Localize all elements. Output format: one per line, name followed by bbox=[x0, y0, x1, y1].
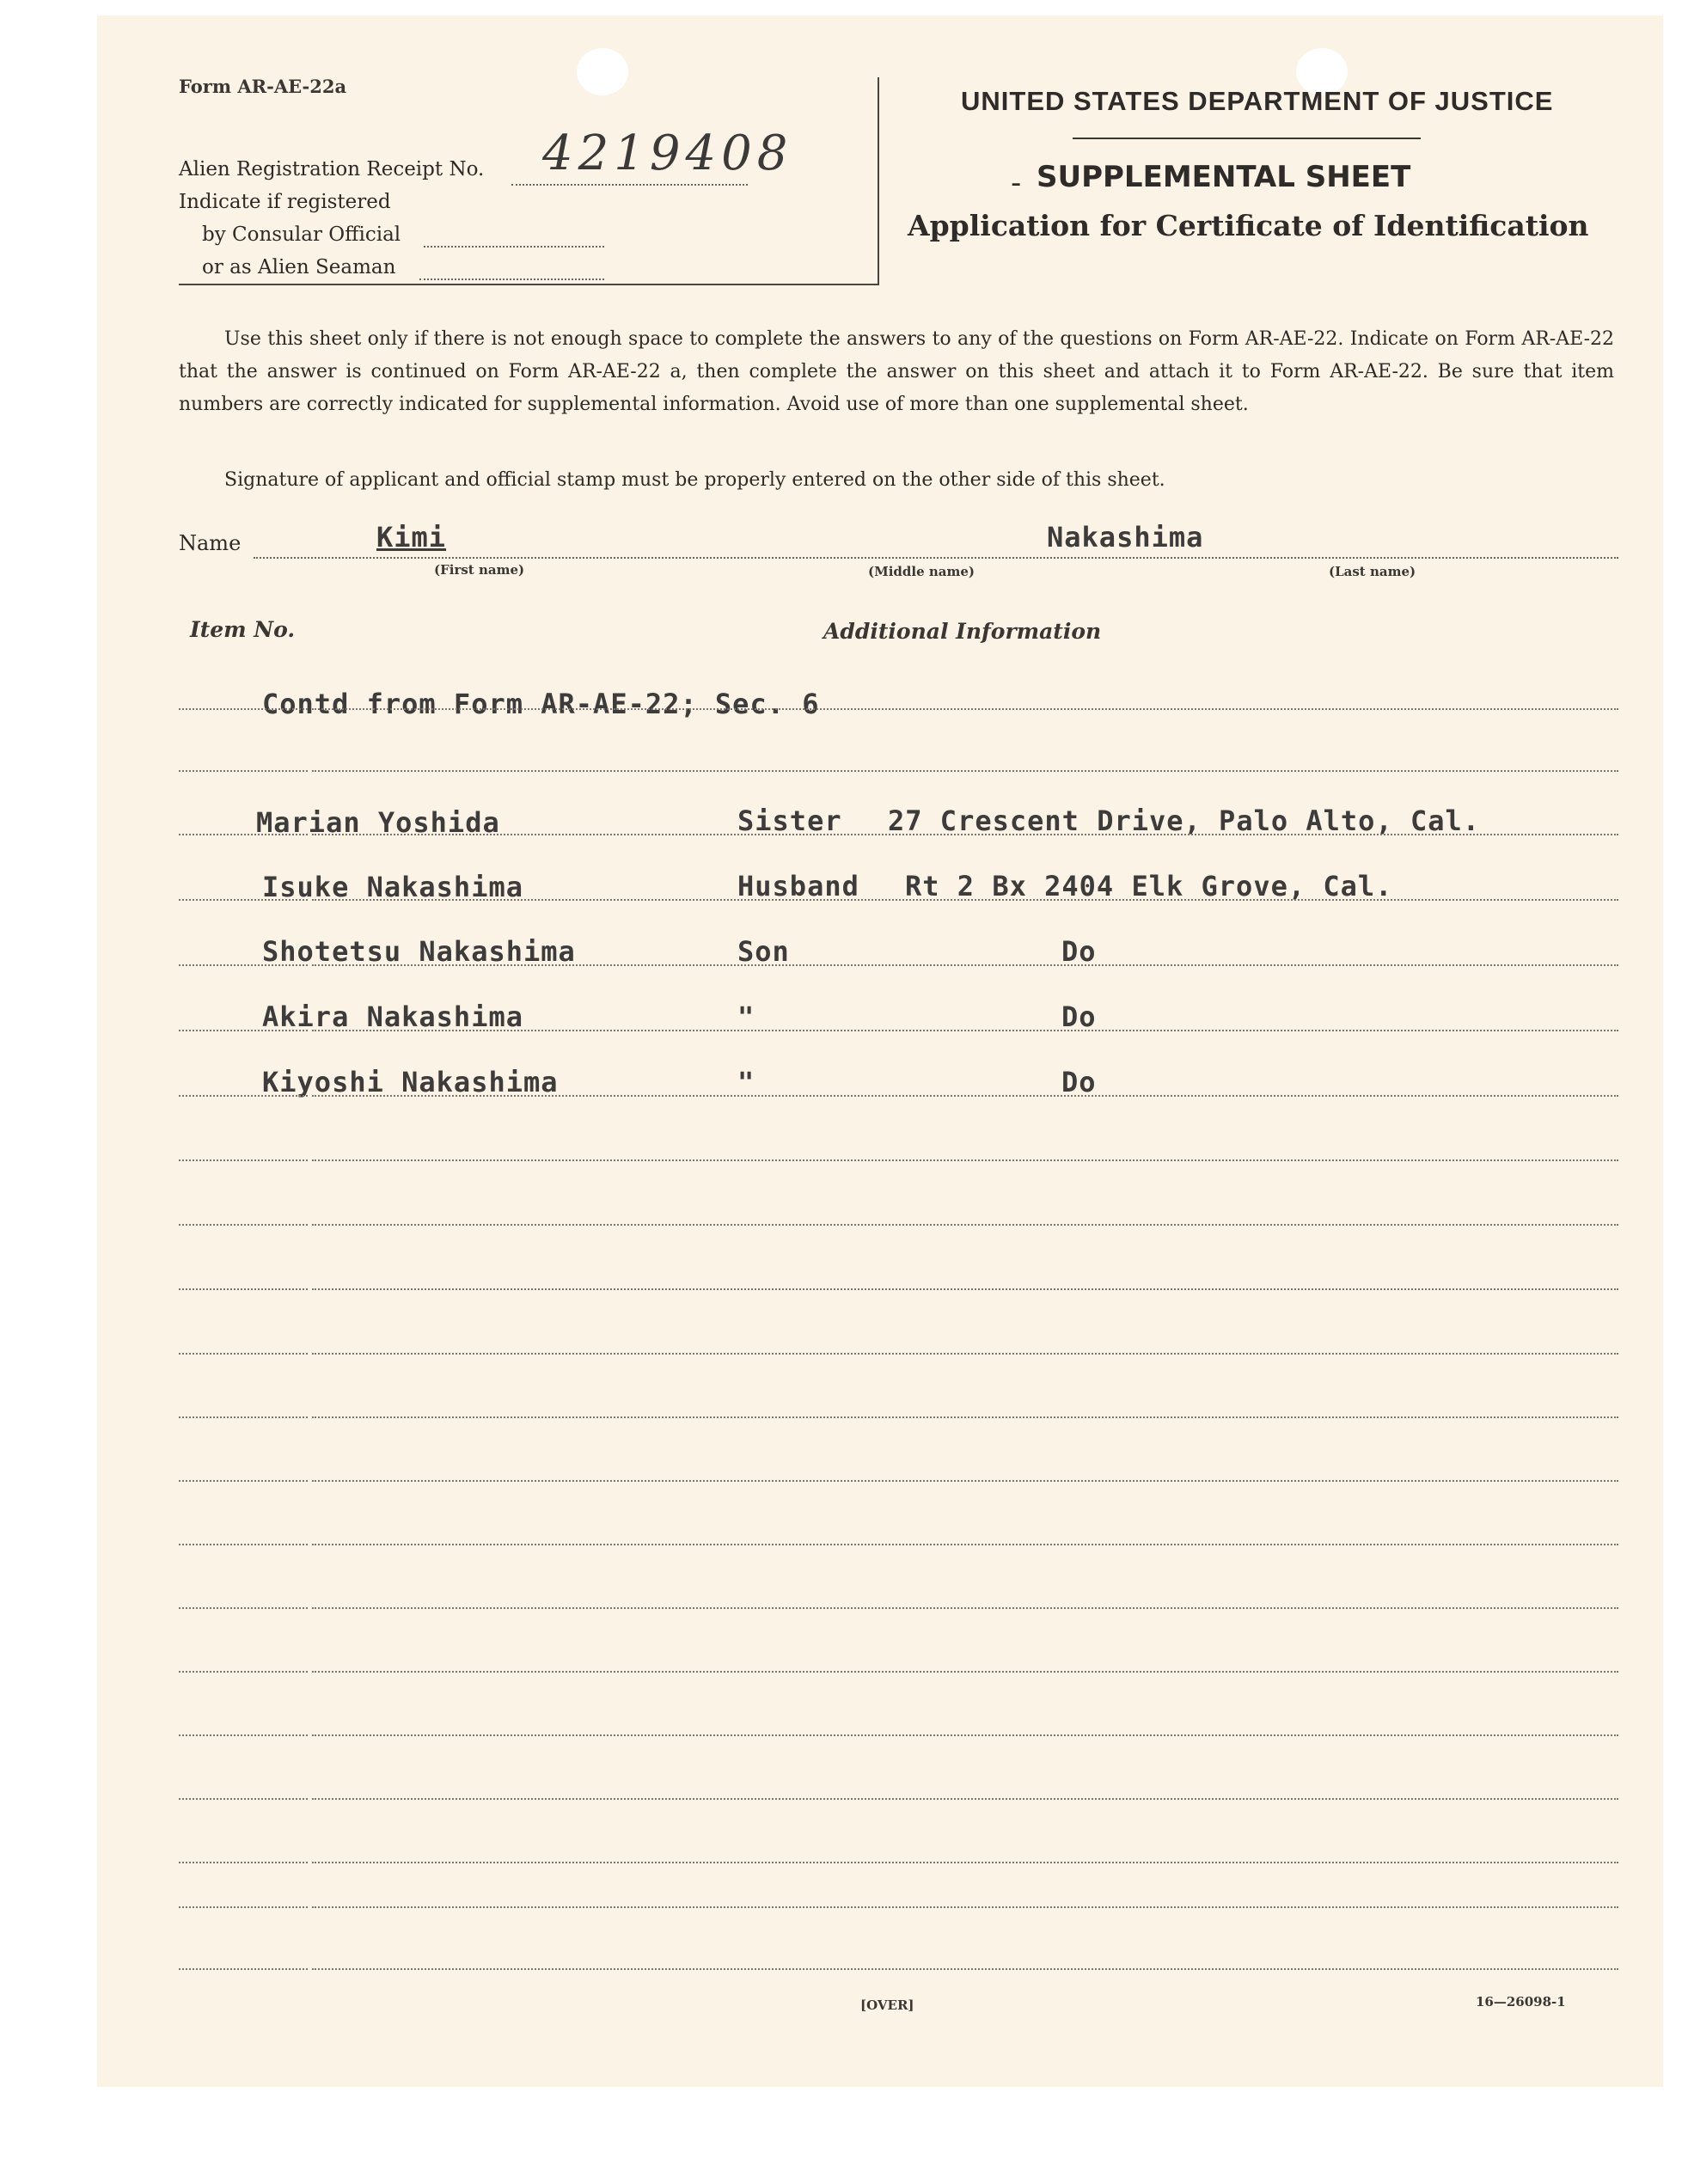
info-line bbox=[312, 1416, 1618, 1418]
box-divider-vertical bbox=[878, 77, 879, 284]
entry-address: Do bbox=[1061, 1066, 1097, 1098]
info-line bbox=[312, 1288, 1618, 1290]
info-line bbox=[312, 1353, 1618, 1355]
item-line bbox=[179, 1159, 308, 1161]
item-line bbox=[179, 770, 308, 772]
info-line bbox=[312, 834, 1618, 835]
item-line bbox=[179, 1288, 308, 1290]
instructions-paragraph: Use this sheet only if there is not enough space to complete the answers to any of the questions on Form AR-AE-22. Indicate on Form AR-AE-22 that the answer is continued on Form AR-AE-22 a, then complete the answer on this sheet and attach it to Form AR-AE-22. Be sure that item numbers are correctly indicated for supplemental information. Avoid use of more than one supplemental sheet. bbox=[179, 328, 1614, 415]
entry-name: Isuke Nakashima bbox=[262, 871, 523, 903]
info-line bbox=[312, 1544, 1618, 1545]
department-title: UNITED STATES DEPARTMENT OF JUSTICE bbox=[961, 86, 1554, 116]
info-line bbox=[312, 1798, 1618, 1800]
info-line bbox=[312, 964, 1618, 966]
consular-field bbox=[424, 246, 604, 248]
item-line bbox=[179, 1607, 308, 1609]
first-name-caption: (First name) bbox=[434, 562, 525, 578]
item-line bbox=[179, 1734, 308, 1736]
info-line bbox=[312, 1671, 1618, 1673]
entry-name: Shotetsu Nakashima bbox=[262, 935, 576, 968]
entry-name: Akira Nakashima bbox=[262, 1000, 523, 1033]
entry-address: 27 Crescent Drive, Palo Alto, Cal. bbox=[888, 804, 1481, 837]
entry-address: Rt 2 Bx 2404 Elk Grove, Cal. bbox=[905, 870, 1393, 902]
item-line bbox=[179, 1798, 308, 1800]
item-line bbox=[179, 1544, 308, 1545]
sheet-title: SUPPLEMENTAL SHEET bbox=[1037, 160, 1411, 194]
info-line bbox=[312, 1480, 1618, 1482]
info-line bbox=[312, 1906, 1618, 1908]
entry-relation: Son bbox=[737, 935, 790, 968]
item-line bbox=[179, 708, 308, 710]
name-label: Name bbox=[179, 531, 242, 555]
item-line bbox=[179, 1030, 308, 1031]
entry-address: Do bbox=[1061, 935, 1097, 968]
item-line bbox=[179, 1353, 308, 1355]
item-line bbox=[179, 1480, 308, 1482]
application-title: Application for Certificate of Identification bbox=[908, 209, 1589, 242]
item-no-header: Item No. bbox=[190, 617, 296, 642]
continued-note: Contd from Form AR-AE-22; Sec. 6 bbox=[262, 688, 820, 720]
additional-info-header: Additional Information bbox=[823, 619, 1102, 644]
entry-address: Do bbox=[1061, 1000, 1097, 1033]
signature-note: Signature of applicant and official stamp must be properly entered on the other side of this sheet. bbox=[224, 469, 1165, 491]
receipt-number-line bbox=[511, 184, 748, 186]
punch-hole-left bbox=[577, 48, 628, 95]
consular-line-2: by Consular Official bbox=[202, 223, 401, 246]
item-line bbox=[179, 1671, 308, 1673]
middle-name-caption: (Middle name) bbox=[868, 564, 975, 579]
last-name-value: Nakashima bbox=[1047, 521, 1204, 554]
entry-relation: " bbox=[737, 1000, 755, 1033]
entry-name: Kiyoshi Nakashima bbox=[262, 1066, 559, 1098]
info-line bbox=[312, 1159, 1618, 1161]
form-id: Form AR-AE-22a bbox=[179, 76, 347, 97]
info-line bbox=[312, 1224, 1618, 1226]
item-line bbox=[179, 1095, 308, 1097]
item-line bbox=[179, 964, 308, 966]
info-line bbox=[312, 1095, 1618, 1097]
item-line bbox=[179, 1224, 308, 1226]
info-line bbox=[312, 899, 1618, 901]
info-line bbox=[312, 1030, 1618, 1031]
entry-name: Marian Yoshida bbox=[256, 806, 500, 839]
name-line bbox=[254, 557, 1618, 559]
info-line bbox=[312, 1607, 1618, 1609]
seaman-field bbox=[419, 278, 604, 280]
consular-line-1: Indicate if registered bbox=[179, 191, 391, 213]
form-sheet bbox=[97, 15, 1663, 2087]
item-line bbox=[179, 1862, 308, 1863]
info-line bbox=[312, 1968, 1618, 1970]
last-name-caption: (Last name) bbox=[1329, 564, 1416, 579]
title-dash: - bbox=[1011, 166, 1022, 200]
info-line bbox=[312, 770, 1618, 772]
entry-relation: " bbox=[737, 1066, 755, 1098]
item-line bbox=[179, 1968, 308, 1970]
receipt-number: 4219408 bbox=[542, 125, 793, 181]
entry-relation: Husband bbox=[737, 870, 859, 902]
first-name-value: Kimi bbox=[376, 521, 447, 554]
over-label: [OVER] bbox=[860, 1997, 914, 2013]
info-line bbox=[312, 1734, 1618, 1736]
item-line bbox=[179, 1906, 308, 1908]
item-line bbox=[179, 834, 308, 835]
info-line bbox=[312, 1862, 1618, 1863]
entry-relation: Sister bbox=[737, 804, 842, 837]
receipt-label: Alien Registration Receipt No. bbox=[179, 158, 485, 180]
form-code: 16—26098-1 bbox=[1476, 1994, 1566, 2010]
info-line bbox=[312, 708, 1618, 710]
seaman-line: or as Alien Seaman bbox=[202, 256, 396, 278]
box-divider-horizontal bbox=[179, 284, 879, 285]
item-line bbox=[179, 899, 308, 901]
title-divider bbox=[1073, 138, 1421, 139]
item-line bbox=[179, 1416, 308, 1418]
